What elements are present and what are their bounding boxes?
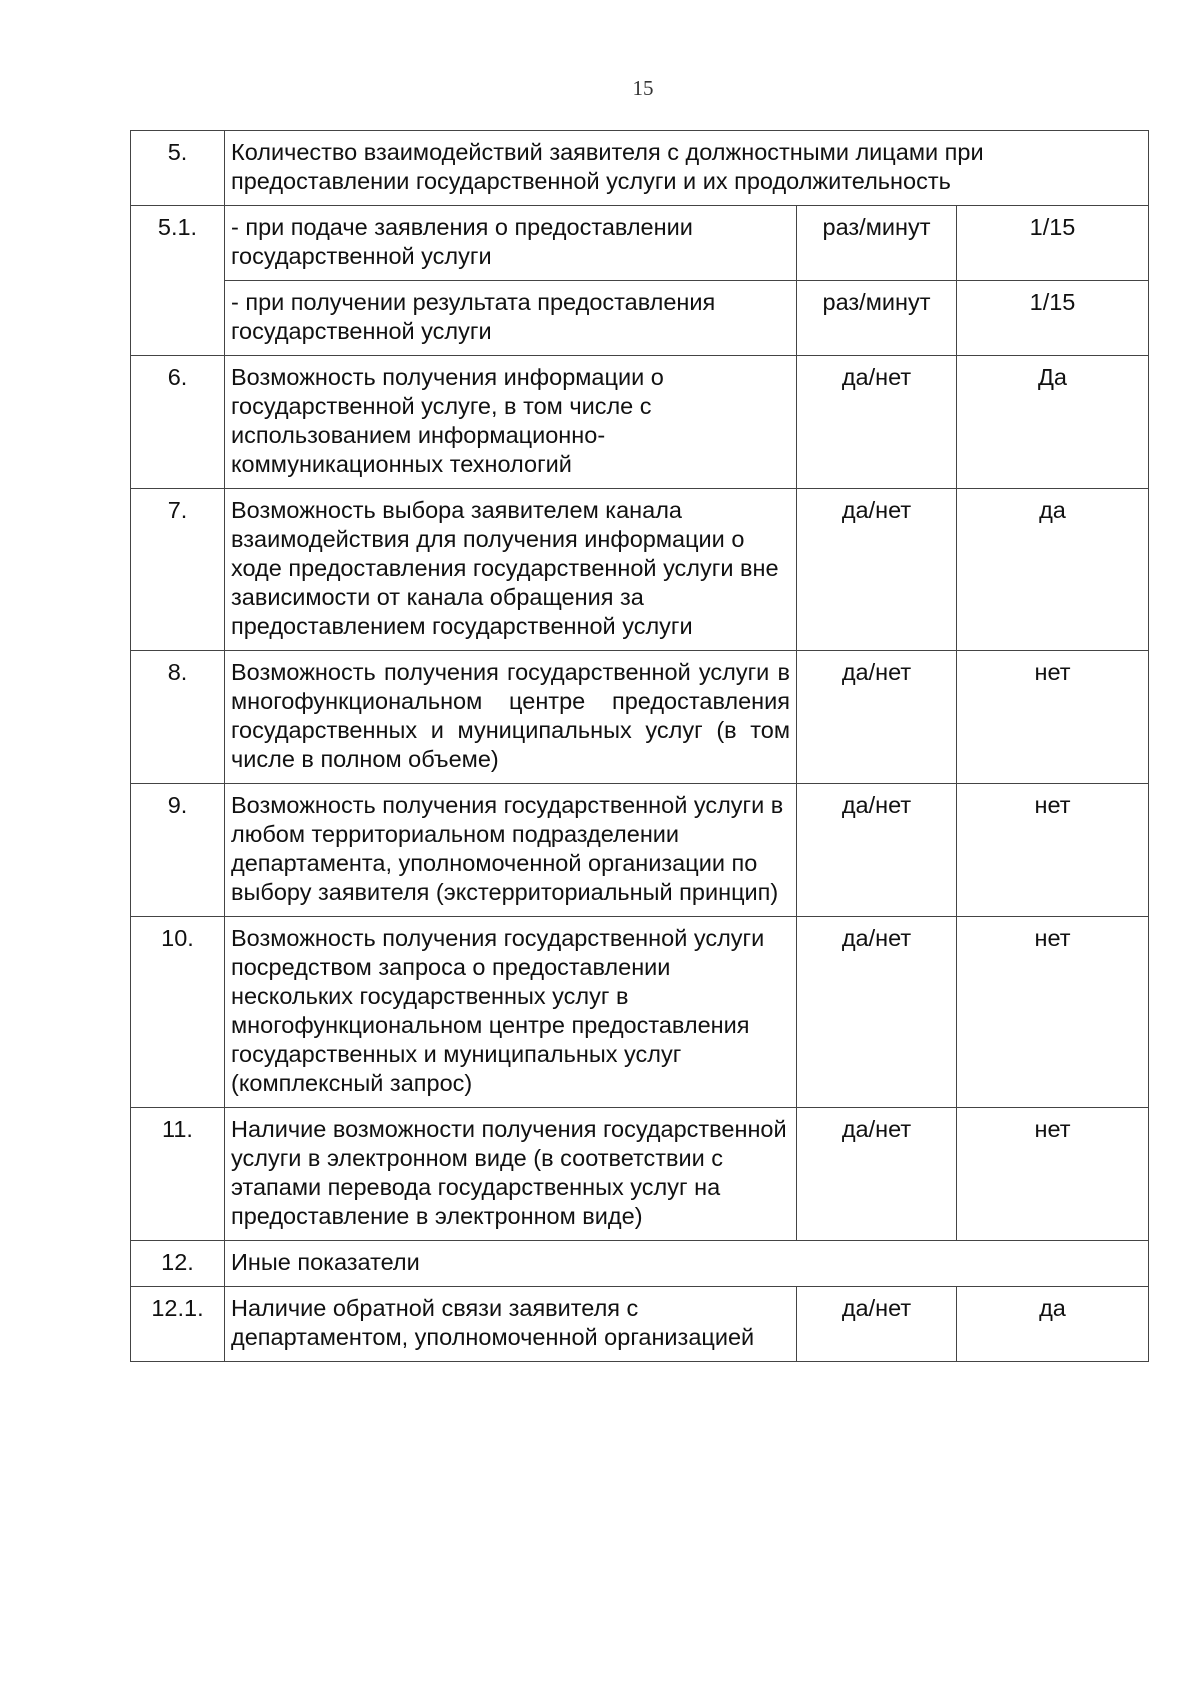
row-number: 5.1.	[131, 206, 225, 356]
table-row	[131, 1108, 1149, 1241]
row-unit: да/нет	[797, 651, 957, 784]
row-description: Наличие возможности получения государственной услуги в электронном виде (в соответствии с этапами перевода государственных услуг на предоставление в электронном виде)	[225, 1108, 797, 1241]
row-number: 7.	[131, 489, 225, 651]
table-row	[131, 917, 1149, 1108]
table-row	[131, 131, 1149, 206]
table-row	[131, 784, 1149, 917]
row-unit: да/нет	[797, 917, 957, 1108]
row-number: 6.	[131, 356, 225, 489]
row-description: - при получении результата предоставления государственной услуги	[225, 281, 797, 356]
table-row	[131, 1287, 1149, 1362]
indicators-table	[130, 130, 1149, 1362]
row-value: Да	[957, 356, 1149, 489]
row-unit: да/нет	[797, 1287, 957, 1362]
table-row	[131, 281, 1149, 356]
row-description: Иные показатели	[225, 1241, 1149, 1287]
row-number: 5.	[131, 131, 225, 206]
row-unit: да/нет	[797, 1108, 957, 1241]
row-number: 9.	[131, 784, 225, 917]
row-description: Возможность получения государственной услуги в любом территориальном подразделении департамента, уполномоченной организации по выбору заявителя (экстерриториальный принцип)	[225, 784, 797, 917]
row-value: 1/15	[957, 281, 1149, 356]
row-value: да	[957, 1287, 1149, 1362]
row-unit: да/нет	[797, 784, 957, 917]
row-unit: раз/минут	[797, 281, 957, 356]
row-unit: да/нет	[797, 489, 957, 651]
row-description: Возможность получения информации о государственной услуге, в том числе с использованием информационно-коммуникационных технологий	[225, 356, 797, 489]
row-description: Наличие обратной связи заявителя с департаментом, уполномоченной организацией	[225, 1287, 797, 1362]
row-number: 12.	[131, 1241, 225, 1287]
page-number: 15	[632, 76, 654, 100]
row-description: Возможность получения государственной услуги в многофункциональном центре предоставления государственных и муниципальных услуг (в том числе в полном объеме)	[225, 651, 797, 784]
row-description: Количество взаимодействий заявителя с должностными лицами при предоставлении государственной услуги и их продолжительность	[225, 131, 1149, 206]
table-row	[131, 356, 1149, 489]
row-description: Возможность получения государственной услуги посредством запроса о предоставлении нескольких государственных услуг в многофункциональном центре предоставления государственных и муниципальных услуг (комплексный запрос)	[225, 917, 797, 1108]
row-number: 10.	[131, 917, 225, 1108]
row-description: - при подаче заявления о предоставлении государственной услуги	[225, 206, 797, 281]
row-unit: да/нет	[797, 356, 957, 489]
row-unit: раз/минут	[797, 206, 957, 281]
table-row	[131, 489, 1149, 651]
row-value: нет	[957, 917, 1149, 1108]
table-row	[131, 1241, 1149, 1287]
row-number: 8.	[131, 651, 225, 784]
table-row	[131, 651, 1149, 784]
table-row	[131, 206, 1149, 281]
row-number: 11.	[131, 1108, 225, 1241]
row-value: нет	[957, 651, 1149, 784]
row-description: Возможность выбора заявителем канала взаимодействия для получения информации о ходе предоставления государственной услуги вне зависимости от канала обращения за предоставлением государственной услуги	[225, 489, 797, 651]
row-value: да	[957, 489, 1149, 651]
row-value: нет	[957, 1108, 1149, 1241]
row-value: 1/15	[957, 206, 1149, 281]
row-value: нет	[957, 784, 1149, 917]
row-number: 12.1.	[131, 1287, 225, 1362]
